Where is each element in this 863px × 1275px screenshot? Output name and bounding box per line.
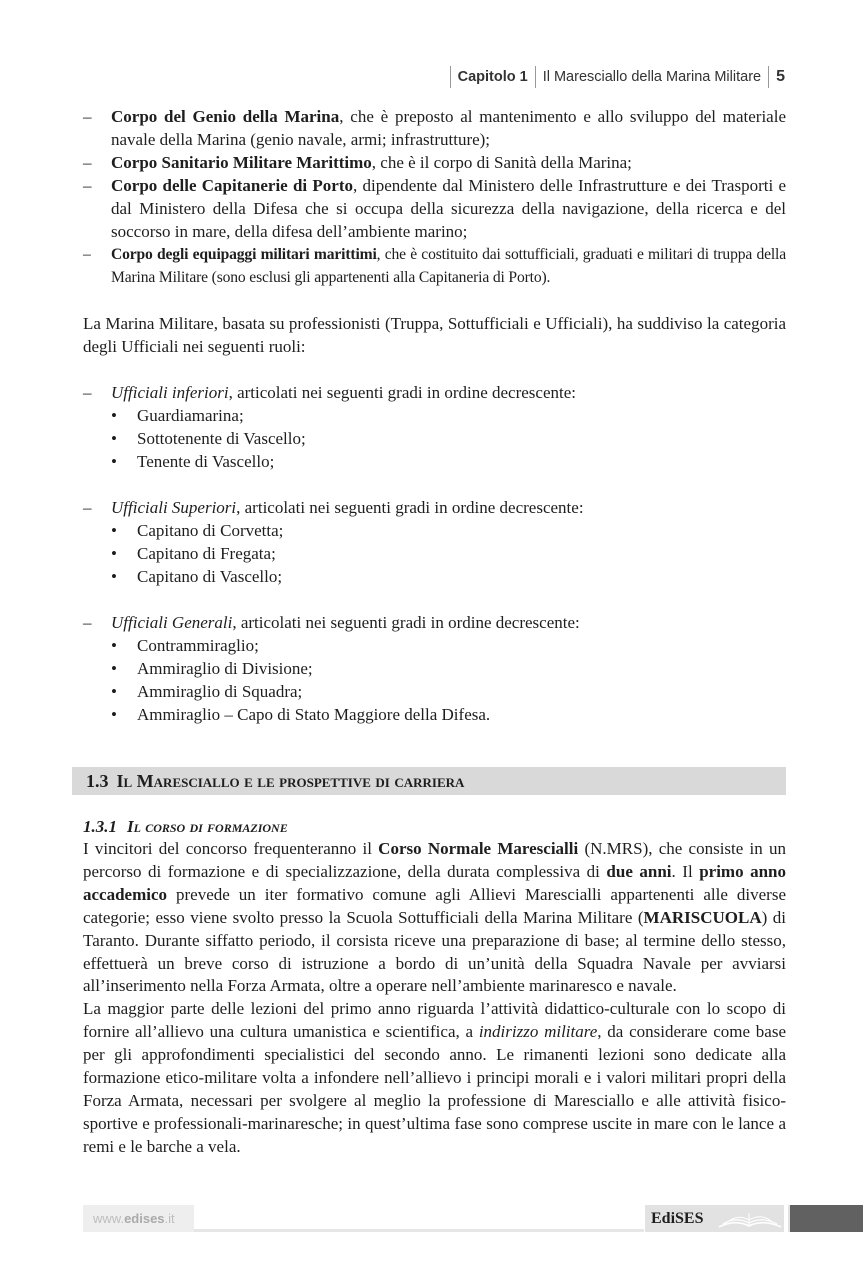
rank-category-text: , articolati nei seguenti gradi in ordine decrescente: bbox=[228, 383, 577, 402]
site-prefix: www. bbox=[93, 1211, 125, 1226]
corps-item bbox=[83, 151, 786, 174]
text-run: . Il bbox=[671, 861, 700, 881]
rank-category bbox=[83, 381, 786, 404]
footer-rule bbox=[194, 1229, 644, 1232]
rank-item: • Tenente di Vascello; bbox=[83, 450, 786, 473]
section-body bbox=[83, 838, 786, 1159]
text-run: prevede un iter formativo comune agli Allievi Marescialli appartenenti alle diverse categorie; esso viene svolto presso la Scuola Sottufficiali della Marina Militare ( bbox=[83, 884, 786, 927]
section-number: 1.3 bbox=[86, 770, 109, 791]
text-run: , da considerare come base per gli approfondimenti specialistici del secondo anno. Le rimanenti lezioni sono dedicate alla formazione etico-militare volta a infondere nell’allievo i principi morali e i valori militari propri della Forza Armata, necessari per svolgere al meglio la professione di Maresciallo e alle attività fisico-sportive e professionali-marinaresche; in quest’ultima fase sono comprese uscite in mare con le lance a remi e le barche a vela. bbox=[83, 1022, 786, 1156]
rank-item: • Ammiraglio – Capo di Stato Maggiore della Difesa. bbox=[83, 703, 786, 726]
text-run: I vincitori del concorso frequenteranno il bbox=[83, 839, 379, 858]
section-title: Il Maresciallo e le prospettive di carriera bbox=[116, 770, 465, 791]
chapter-label: Capitolo 1 bbox=[457, 69, 528, 85]
rank-category-name: Ufficiali Generali bbox=[111, 613, 233, 632]
text-run: (N.MRS), che consiste in un percorso di formazione e di specializzazione, della durata complessiva di bbox=[83, 839, 787, 881]
text-run: ) di Taranto. Durante siffatto periodo, il corsista riceve una preparazione di base; al termine dello stesso, effettuerà un breve corso di istruzione a bordo di un’unità della Squadra Navale per avviarsi all’inserimento nella Forza Armata, oltre a operare nell’ambiente marinaresco e navale. bbox=[83, 907, 786, 996]
running-header bbox=[443, 63, 785, 91]
corps-description: , che è preposto al mantenimento e allo sviluppo del materiale navale della Marina (genio navale, armi; infrastrutture); bbox=[111, 107, 786, 149]
rank-item: • Ammiraglio di Squadra; bbox=[83, 680, 786, 703]
paragraph bbox=[83, 838, 786, 998]
rank-category-name: Ufficiali Superiori bbox=[111, 498, 237, 517]
rank-item: • Capitano di Vascello; bbox=[83, 565, 786, 588]
corps-item bbox=[83, 105, 786, 151]
rank-category-name: Ufficiali inferiori bbox=[111, 383, 229, 402]
bold-run: primo anno accademico bbox=[83, 861, 786, 904]
italic-run: indirizzo militare bbox=[478, 1022, 598, 1042]
corps-description: , che è costituito dai sottufficiali, graduati e militari di truppa della Marina Militare (sono esclusi gli appartenenti alla Capitaneria di Porto). bbox=[111, 246, 786, 286]
rank-item: • Capitano di Corvetta; bbox=[83, 519, 786, 542]
rank-category bbox=[83, 611, 786, 634]
bold-run: Corso Normale Marescialli bbox=[378, 839, 579, 858]
subsection-title: Il corso di formazione bbox=[127, 817, 288, 836]
section-heading bbox=[72, 767, 786, 795]
corps-name: Corpo Sanitario Militare Marittimo bbox=[111, 153, 372, 172]
corps-name: Corpo del Genio della Marina bbox=[111, 107, 340, 126]
subsection-number: 1.3.1 bbox=[83, 817, 117, 836]
footer-divider bbox=[784, 1205, 788, 1232]
page-body bbox=[83, 105, 786, 726]
intro-paragraph: La Marina Militare, basata su professionisti (Truppa, Sottufficiali e Ufficiali), ha suddiviso la categoria degli Ufficiali nei seguenti ruoli: bbox=[83, 314, 786, 356]
open-book-icon bbox=[715, 1205, 785, 1232]
header-divider bbox=[768, 66, 769, 88]
header-divider bbox=[535, 66, 536, 88]
page-number: 5 bbox=[776, 68, 785, 85]
rank-category-text: , articolati nei seguenti gradi in ordine decrescente: bbox=[232, 613, 580, 632]
footer-dark-block bbox=[790, 1205, 863, 1232]
corps-item bbox=[83, 174, 786, 243]
rank-category bbox=[83, 496, 786, 519]
corps-description: , dipendente dal Ministero delle Infrastrutture e dei Trasporti e dal Ministero della Difesa che si occupa della sicurezza della navigazione, della ricerca e del soccorso in mare, della difesa dell’ambiente marino; bbox=[111, 176, 786, 241]
site-suffix: .it bbox=[164, 1211, 175, 1226]
corps-item bbox=[83, 243, 786, 289]
corps-name: Corpo degli equipaggi militari marittimi bbox=[111, 246, 377, 263]
rank-item: • Ammiraglio di Divisione; bbox=[83, 657, 786, 680]
publisher-name: EdiSES bbox=[651, 1210, 704, 1227]
corps-description: , che è il corpo di Sanità della Marina; bbox=[371, 153, 632, 172]
text-run: La maggior parte delle lezioni del primo anno riguarda l’attività didattico-culturale con lo scopo di fornire all’allievo una cultura umanistica e scientifica, a bbox=[83, 999, 786, 1042]
corps-name: Corpo delle Capitanerie di Porto bbox=[111, 176, 353, 195]
site-name: edises bbox=[124, 1211, 165, 1226]
footer-website[interactable] bbox=[83, 1205, 194, 1232]
subsection-heading bbox=[83, 817, 288, 837]
rank-item: • Sottotenente di Vascello; bbox=[83, 427, 786, 450]
bold-run: due anni bbox=[606, 861, 672, 881]
header-divider bbox=[450, 66, 451, 88]
rank-category-text: , articolati nei seguenti gradi in ordine decrescente: bbox=[236, 498, 584, 517]
chapter-title: Il Maresciallo della Marina Militare bbox=[542, 69, 762, 85]
rank-item: • Capitano di Fregata; bbox=[83, 542, 786, 565]
footer-publisher bbox=[645, 1205, 863, 1232]
rank-item: • Contrammiraglio; bbox=[83, 634, 786, 657]
paragraph bbox=[83, 998, 786, 1158]
rank-item: • Guardiamarina; bbox=[83, 404, 786, 427]
bold-run: MARISCUOLA bbox=[643, 907, 762, 927]
